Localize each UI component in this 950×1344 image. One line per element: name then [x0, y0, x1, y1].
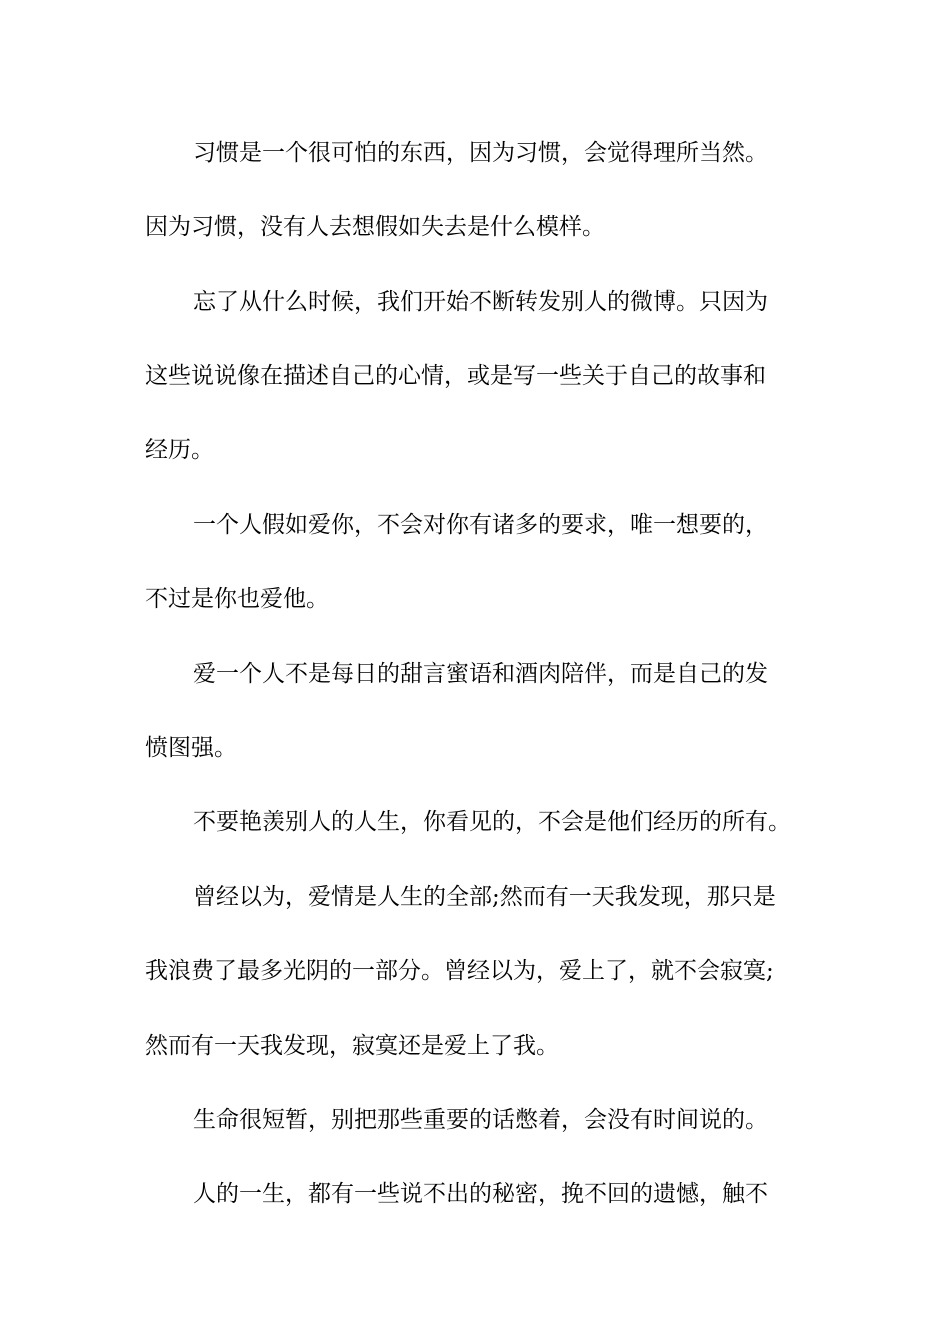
- text-line: 习惯是一个很可怕的东西，因为习惯，会觉得理所当然。: [193, 140, 768, 166]
- text-line: 忘了从什么时候，我们开始不断转发别人的微博。只因为: [193, 289, 768, 315]
- text-line: 因为习惯，没有人去想假如失去是什么模样。: [145, 214, 605, 240]
- text-line: 然而有一天我发现，寂寞还是爱上了我。: [145, 1033, 559, 1059]
- text-line: 爱一个人不是每日的甜言蜜语和酒肉陪伴，而是自己的发: [193, 661, 768, 687]
- text-line: 曾经以为，爱情是人生的全部;然而有一天我发现，那只是: [193, 884, 776, 910]
- text-line: 一个人假如爱你，不会对你有诸多的要求，唯一想要的，: [193, 512, 768, 538]
- text-line: 人的一生，都有一些说不出的秘密，挽不回的遗憾，触不: [193, 1181, 768, 1207]
- text-line: 经历。: [145, 437, 214, 463]
- text-line: 这些说说像在描述自己的心情，或是写一些关于自己的故事和: [145, 363, 766, 389]
- text-line: 不过是你也爱他。: [145, 586, 329, 612]
- text-line: 不要艳羡别人的人生，你看见的，不会是他们经历的所有。: [193, 809, 791, 835]
- text-line: 愤图强。: [145, 735, 237, 761]
- text-line: 我浪费了最多光阴的一部分。曾经以为，爱上了，就不会寂寞;: [145, 958, 774, 984]
- text-line: 生命很短暂，别把那些重要的话憋着，会没有时间说的。: [193, 1107, 768, 1133]
